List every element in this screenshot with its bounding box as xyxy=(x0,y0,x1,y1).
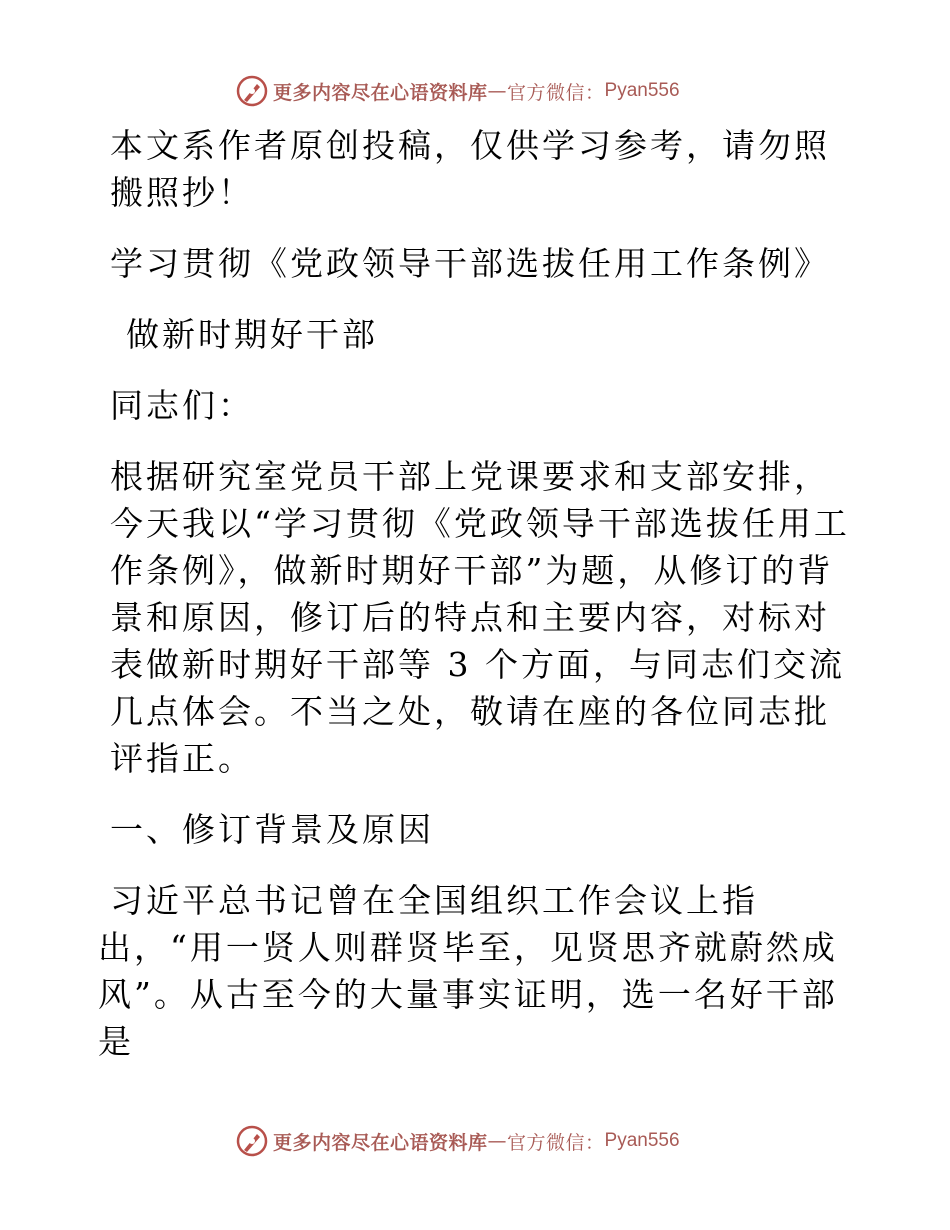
paragraph-2-line-1: 习近平总书记曾在全国组织工作会议上指 xyxy=(110,881,758,920)
watermark-brand: 更多内容尽在心语资料库 xyxy=(273,1131,488,1154)
notice-text: 本文系作者原创投稿，仅供学习参考，请勿照搬照抄！ xyxy=(110,126,830,212)
quill-logo-icon xyxy=(235,1124,269,1158)
watermark-label: 官方微信： xyxy=(507,1131,605,1154)
title-line-1: 学习贯彻《党政领导干部选拔任用工作条例》 xyxy=(110,244,830,283)
paragraph-2-rest: 出，“用一贤人则群贤毕至，见贤思齐就蔚然成风”。从古至今的大量事实证明，选一名好干部是 xyxy=(98,928,838,1061)
watermark-separator: — xyxy=(487,1130,508,1152)
section-heading-1: 一、修订背景及原因 xyxy=(110,810,434,849)
title-line-2: 做新时期好干部 xyxy=(126,315,378,354)
watermark-label: 官方微信： xyxy=(507,81,605,104)
salutation: 同志们： xyxy=(110,386,254,425)
quill-logo-icon xyxy=(235,74,269,108)
watermark-id: Pyan556 xyxy=(604,80,680,101)
header-watermark xyxy=(235,74,680,108)
watermark-brand: 更多内容尽在心语资料库 xyxy=(273,81,488,104)
paragraph-1: 根据研究室党员干部上党课要求和支部安排，今天我以“学习贯彻《党政领导干部选拔任用工作条例》，做新时期好干部”为题，从修订的背景和原因，修订后的特点和主要内容，对标对表做新时期好干部等 3 个方面，与同志们交流几点体会。不当之处，敬请在座的各位同志批评指正。 xyxy=(110,457,850,778)
document-body xyxy=(98,122,858,1065)
watermark-id: Pyan556 xyxy=(604,1130,680,1151)
watermark-separator: — xyxy=(487,80,508,102)
footer-watermark xyxy=(235,1124,680,1158)
